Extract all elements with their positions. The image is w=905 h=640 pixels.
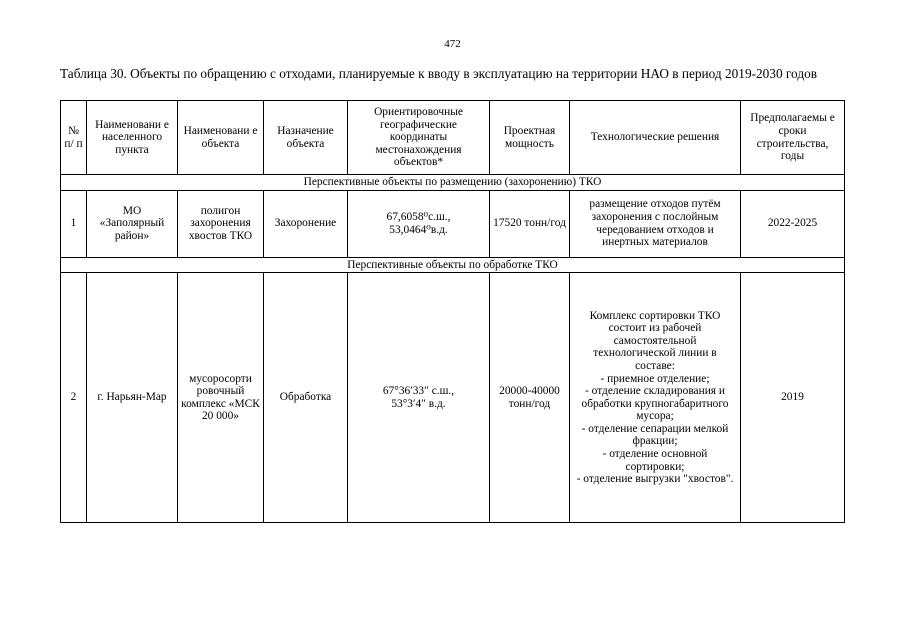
cell-tech-solutions: размещение отходов путём захоронения с послойным чередованием отходов и инертных материалов: [570, 190, 741, 257]
header-years: Предполагаемы е сроки строительства, годы: [741, 101, 845, 175]
cell-number: 2: [61, 273, 87, 523]
cell-purpose: Захоронение: [264, 190, 348, 257]
section-row-processing: [61, 257, 845, 273]
cell-settlement: МО «Заполярный район»: [87, 190, 178, 257]
waste-objects-table: [60, 100, 845, 523]
cell-tech-solutions: [570, 273, 741, 523]
header-coordinates: Ориентировочные географические координаты местонахождения объектов*: [348, 101, 490, 175]
header-row: [61, 101, 845, 175]
page-number: 472: [444, 38, 461, 50]
tech-line: - отделение складирования и обработки крупногабаритного мусора;: [581, 385, 729, 423]
coords-lat: 67°36′33″ с.ш.,: [382, 385, 455, 398]
header-number: № п/ п: [61, 101, 87, 175]
cell-years: 2019: [741, 273, 845, 523]
tech-line: - отделение основной сортировки;: [602, 448, 708, 473]
cell-coordinates: [348, 190, 490, 257]
header-capacity: Проектная мощность: [490, 101, 570, 175]
tech-line: - приемное отделение;: [600, 372, 710, 385]
cell-number: 1: [61, 190, 87, 257]
tech-line: - отделение сепарации мелкой фракции;: [581, 422, 729, 448]
tech-line: Комплекс сортировки ТКО состоит из рабочей самостоятельной технологической линии в составе:: [589, 309, 721, 372]
table-caption: Таблица 30. Объекты по обращению с отходами, планируемые к вводу в эксплуатацию на территории НАО в период 2019-2030 годов: [60, 66, 818, 81]
header-purpose: Назначение объекта: [264, 101, 348, 175]
table-row: [61, 273, 845, 523]
cell-capacity: 17520 тонн/год: [490, 190, 570, 257]
tech-line: - отделение выгрузки "хвостов".: [576, 473, 734, 486]
cell-years: 2022-2025: [741, 190, 845, 257]
coords-lat: 67,6058⁰с.ш.,: [386, 211, 451, 223]
coords-lon: 53,0464⁰в.д.: [389, 223, 448, 236]
section-title-processing: Перспективные объекты по обработке ТКО: [61, 257, 845, 273]
cell-capacity: 20000-40000 тонн/год: [490, 273, 570, 523]
cell-coordinates: [348, 273, 490, 523]
header-object-name: Наименовани е объекта: [178, 101, 264, 175]
section-row-disposal: [61, 175, 845, 191]
table-row: [61, 190, 845, 257]
coords-lon: 53°3′4″ в.д.: [391, 397, 446, 410]
section-title-disposal: Перспективные объекты по размещению (захоронению) ТКО: [61, 175, 845, 191]
cell-object-name: мусоросорти ровочный комплекс «МСК 20 000»: [178, 273, 264, 523]
cell-settlement: г. Нарьян-Мар: [87, 273, 178, 523]
header-settlement: Наименовани е населенного пункта: [87, 101, 178, 175]
header-tech-solutions: Технологические решения: [570, 101, 741, 175]
cell-purpose: Обработка: [264, 273, 348, 523]
cell-object-name: полигон захоронения хвостов ТКО: [178, 190, 264, 257]
